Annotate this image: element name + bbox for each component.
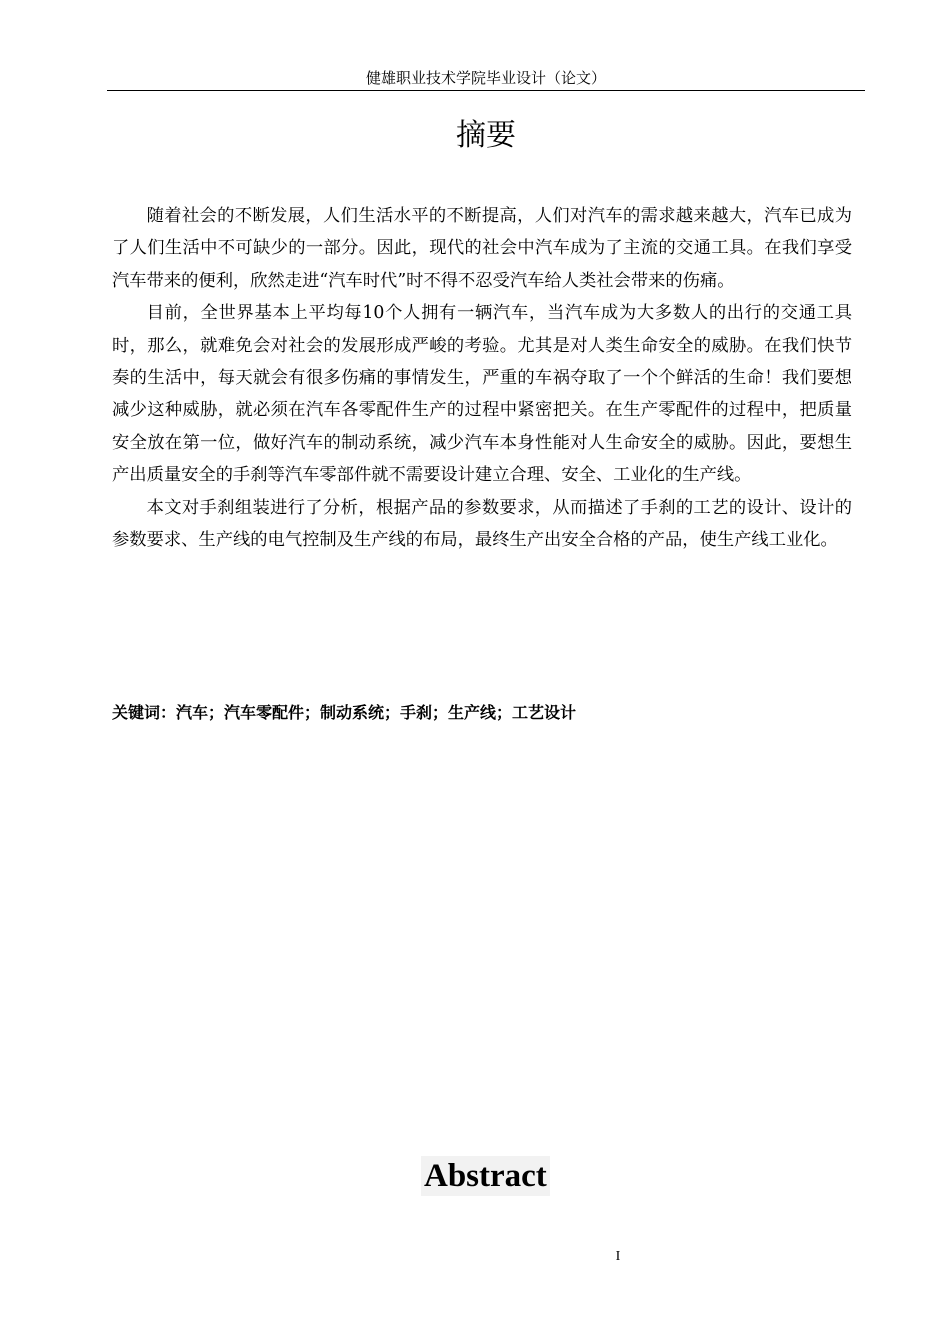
abstract-paragraph-3: 本文对手刹组装进行了分析，根据产品的参数要求，从而描述了手刹的工艺的设计、设计的参数要求、生产线的电气控制及生产线的布局，最终生产出安全合格的产品，使生产线工业化。 (112, 497, 852, 551)
abstract-paragraph-1: 随着社会的不断发展，人们生活水平的不断提高，人们对汽车的需求越来越大，汽车已成为了人们生活中不可缺少的一部分。因此，现代的社会中汽车成为了主流的交通工具。在我们享受汽车带来的便利，欣然走进“汽车时代”时不得不忍受汽车给人类社会带来的伤痛。 (112, 206, 852, 291)
abstract-title-cn: 摘要 (456, 118, 516, 153)
page-number: I (615, 1249, 621, 1264)
abstract-body-cn (112, 200, 852, 556)
page-header-title: 健雄职业技术学院毕业设计（论文） (365, 69, 606, 87)
keywords-line: 关键词：汽车；汽车零配件；制动系统；手刹；生产线；工艺设计 (112, 703, 577, 722)
abstract-paragraph-2: 目前，全世界基本上平均每10个人拥有一辆汽车，当汽车成为大多数人的出行的交通工具时，那么，就难免会对社会的发展形成严峻的考验。尤其是对人类生命安全的威胁。在我们快节奏的生活中，每天就会有很多伤痛的事情发生，严重的车祸夺取了一个个鲜活的生命！我们要想减少这种威胁，就必须在汽车各零配件生产的过程中紧密把关。在生产零配件的过程中，把质量安全放在第一位，做好汽车的制动系统，减少汽车本身性能对人生命安全的威胁。因此，要想生产出质量安全的手刹等汽车零部件就不需要设计建立合理、安全、工业化的生产线。 (112, 303, 852, 486)
abstract-title-en: Abstract (421, 1156, 550, 1196)
header-divider (107, 90, 865, 91)
